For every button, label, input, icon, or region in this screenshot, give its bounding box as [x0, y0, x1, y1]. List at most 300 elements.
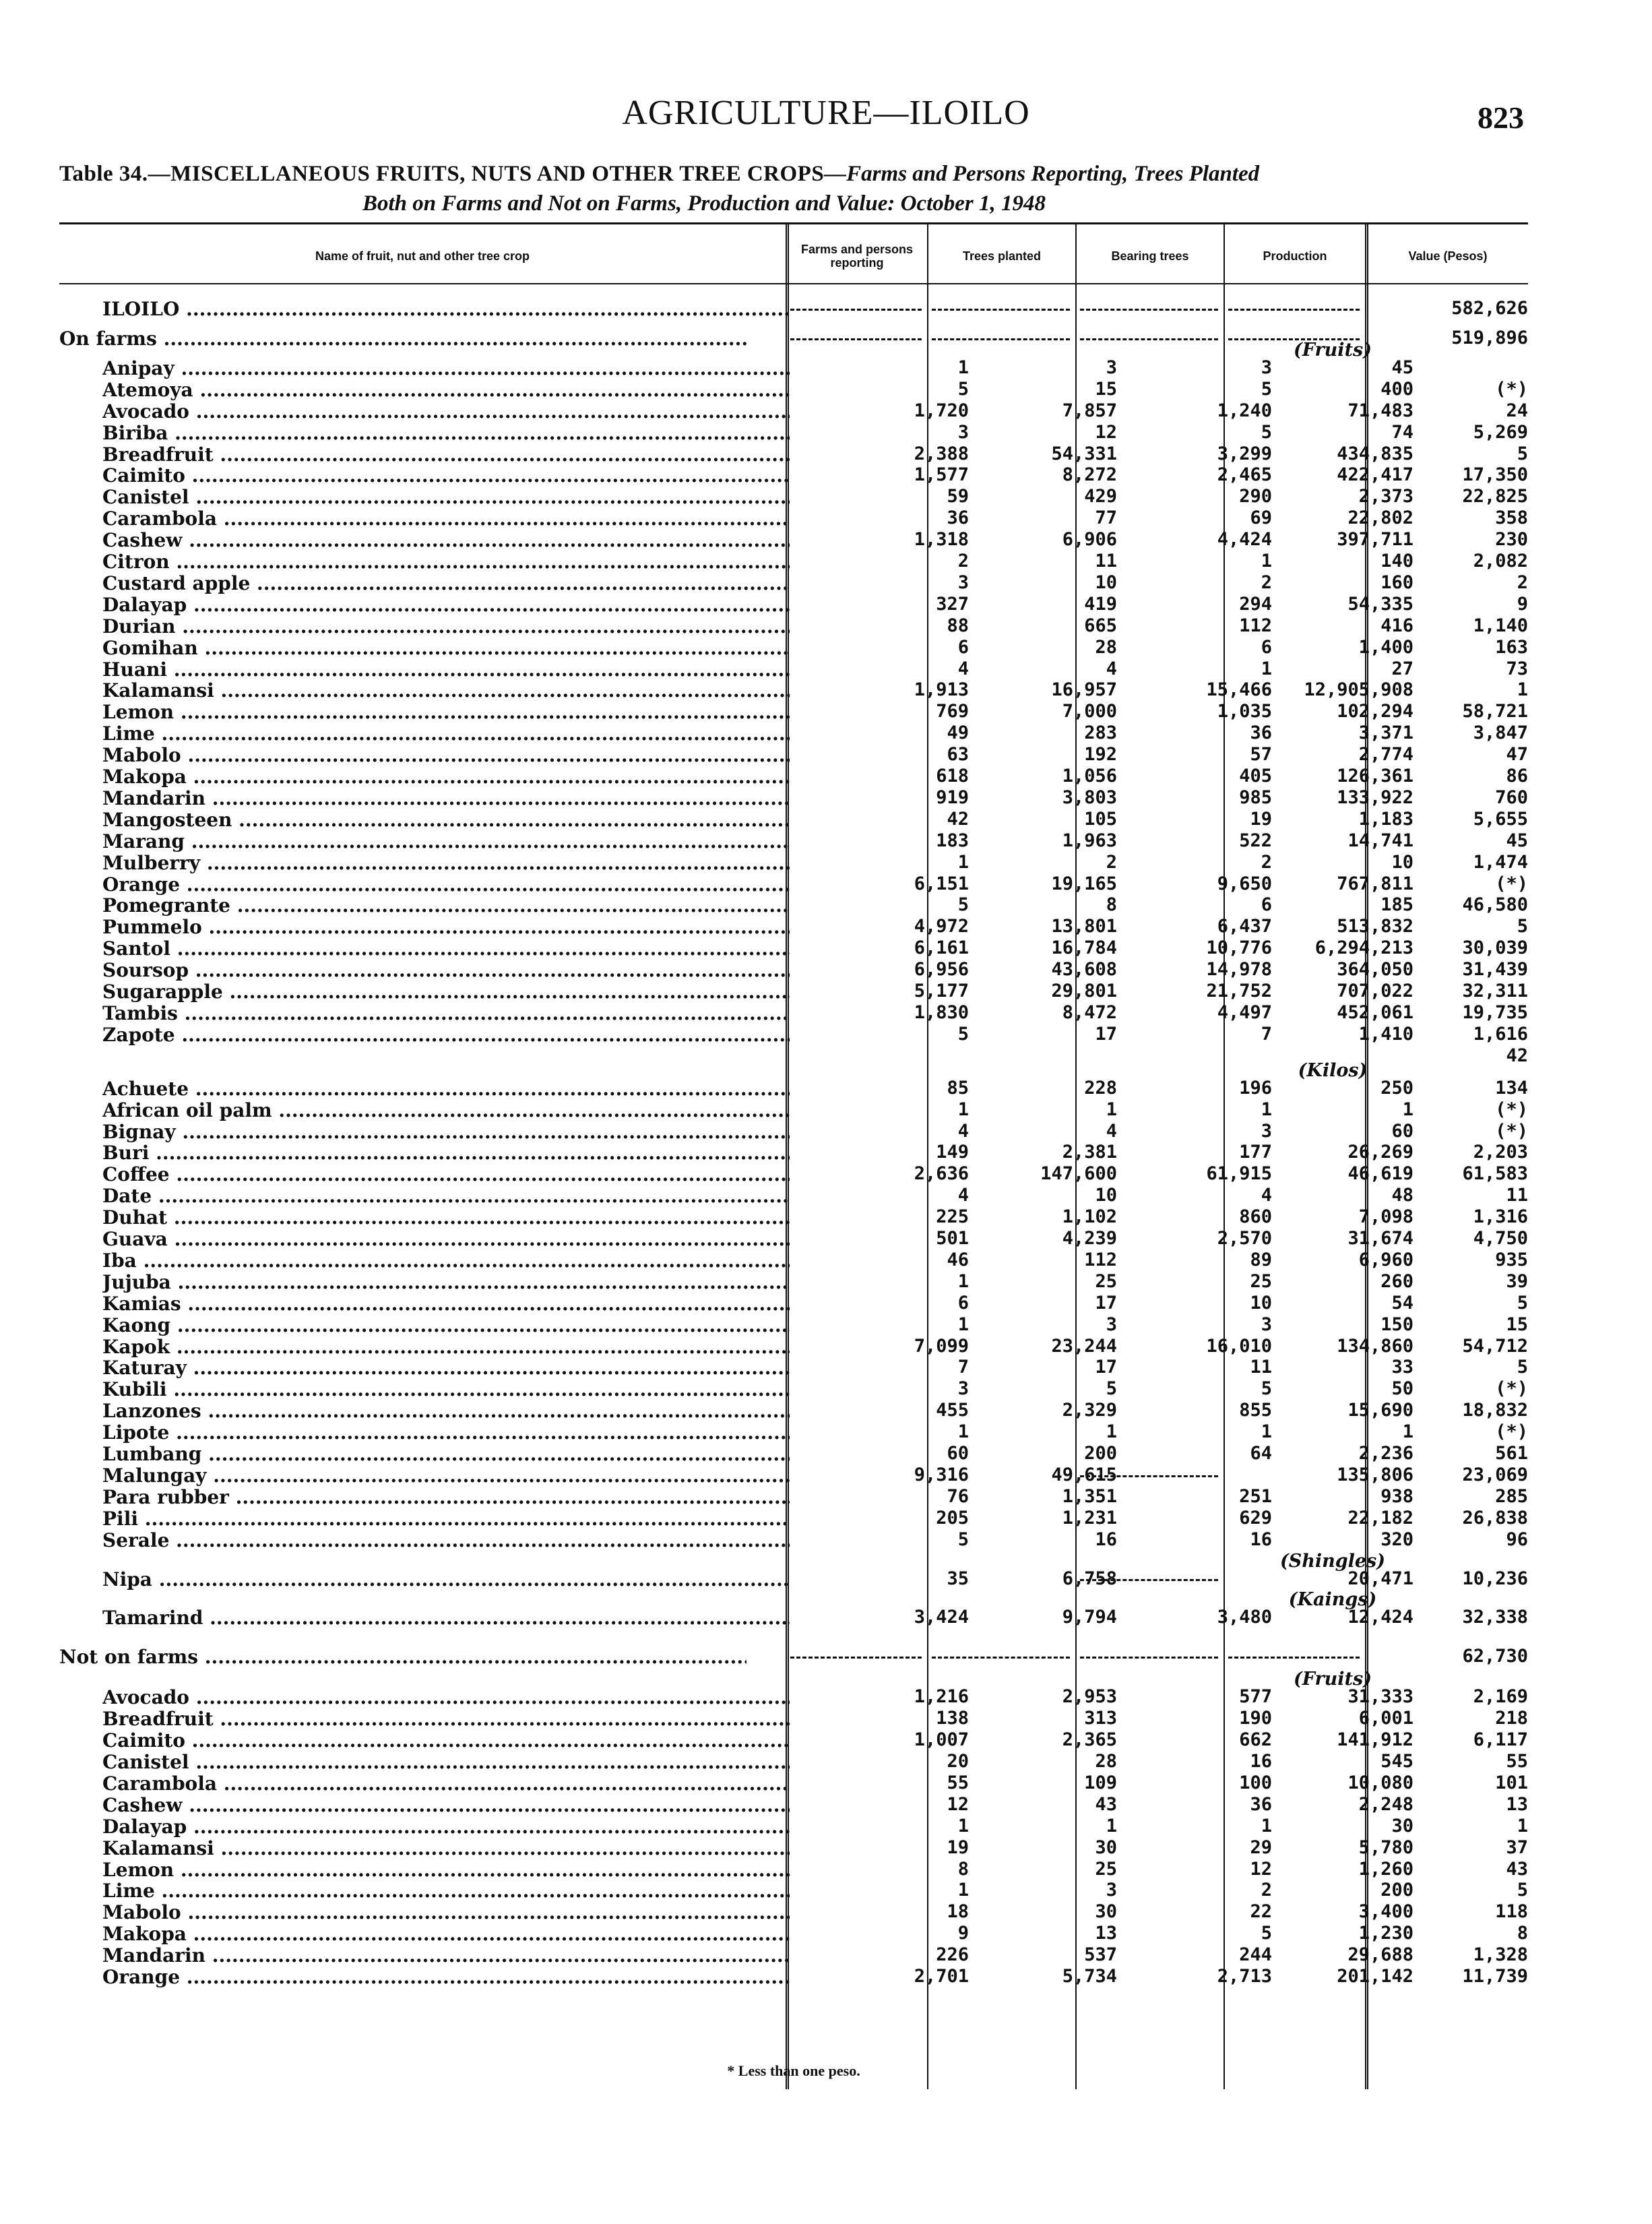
cell-value: (*) — [1495, 1099, 1528, 1120]
table-row — [59, 1142, 1528, 1163]
row-label: Cashew ..... — [102, 529, 790, 551]
cell-production: 6,294,213 — [1314, 937, 1413, 958]
cell-production: 60 — [1391, 1121, 1413, 1142]
cell-value: 58,721 — [1462, 701, 1528, 722]
cell-value: 5 — [1517, 1357, 1528, 1378]
cell-farms: 2,636 — [914, 1163, 969, 1184]
cell-planted: 13,801 — [1051, 916, 1117, 937]
unit-label: (Kilos) — [1298, 1060, 1368, 1081]
cell-planted: 1,102 — [1062, 1206, 1117, 1227]
row-label: Bignay ..... — [102, 1121, 790, 1143]
empty-cell-dash — [1080, 1475, 1218, 1477]
cell-farms: 6,151 — [914, 873, 969, 894]
cell-value: 2,169 — [1473, 1686, 1528, 1707]
table-row — [59, 1729, 1528, 1751]
cell-production: 14,741 — [1347, 830, 1413, 851]
cell-production: 5,780 — [1358, 1837, 1413, 1858]
cell-farms: 919 — [936, 787, 969, 808]
table-row — [59, 1669, 1528, 1708]
cell-farms: 1,216 — [914, 1686, 969, 1707]
row-label: Carambola ..... — [102, 507, 790, 530]
cell-planted: 3,803 — [1062, 787, 1117, 808]
table-row — [59, 1443, 1528, 1464]
table-row — [59, 830, 1528, 852]
cell-production: 135,806 — [1337, 1464, 1413, 1485]
table-row — [59, 615, 1528, 637]
cell-production: 452,061 — [1337, 1002, 1413, 1023]
cell-farms: 226 — [936, 1944, 969, 1965]
cell-value: 24 — [1506, 400, 1528, 421]
cell-value: 4,750 — [1473, 1228, 1528, 1249]
row-label: Para rubber ..... — [102, 1486, 790, 1508]
empty-cell-dash — [790, 338, 922, 340]
table-label: Table 34. — [59, 162, 148, 186]
row-label: Katuray ..... — [102, 1357, 790, 1379]
cell-bearing: 15,466 — [1206, 679, 1272, 700]
cell-planted: 9,794 — [1062, 1607, 1117, 1628]
cell-bearing: 1 — [1261, 551, 1272, 572]
cell-production: 6,001 — [1358, 1708, 1413, 1729]
cell-bearing: 19 — [1250, 809, 1272, 830]
row-label: Caimito ..... — [102, 1729, 790, 1752]
cell-production: 201,142 — [1337, 1966, 1413, 1987]
cell-production: 10 — [1391, 852, 1413, 873]
table-row — [59, 1751, 1528, 1772]
cell-bearing: 290 — [1239, 486, 1272, 507]
cell-value: (*) — [1495, 873, 1528, 894]
cell-bearing: 6 — [1261, 637, 1272, 658]
cell-value: 86 — [1506, 766, 1528, 786]
cell-bearing: 3,299 — [1217, 443, 1272, 464]
table-row — [59, 1163, 1528, 1185]
table-row — [59, 1708, 1528, 1729]
table-row — [59, 916, 1528, 937]
unit-label: (Kaings) — [1288, 1589, 1377, 1610]
cell-value: 47 — [1506, 744, 1528, 765]
cell-bearing: 16 — [1250, 1529, 1272, 1550]
cell-farms: 2 — [957, 551, 969, 572]
row-label: Carambola ..... — [102, 1772, 790, 1795]
table-row — [59, 1859, 1528, 1880]
cell-planted: 16,784 — [1051, 937, 1117, 958]
cell-production: 140 — [1380, 551, 1413, 572]
table-row — [59, 722, 1528, 744]
cell-planted: 2,365 — [1062, 1729, 1117, 1750]
cell-planted: 49,615 — [1051, 1464, 1117, 1485]
cell-farms: 1 — [957, 1099, 969, 1120]
cell-value: 96 — [1506, 1529, 1528, 1550]
cell-planted: 4,239 — [1062, 1228, 1117, 1249]
row-label: Not on farms ..... — [59, 1646, 746, 1668]
cell-value: (*) — [1495, 1378, 1528, 1399]
empty-cell-dash — [1228, 309, 1360, 311]
cell-farms: 20 — [947, 1751, 969, 1772]
cell-bearing: 177 — [1239, 1142, 1272, 1163]
cell-production: 33 — [1391, 1357, 1413, 1378]
table-row — [59, 486, 1528, 507]
table-row — [59, 1816, 1528, 1837]
cell-production: 134,860 — [1337, 1336, 1413, 1357]
cell-farms: 6 — [957, 1293, 969, 1314]
cell-farms: 5 — [957, 1529, 969, 1550]
empty-cell-dash — [932, 338, 1070, 340]
cell-value: 15 — [1506, 1314, 1528, 1335]
cell-planted: 429 — [1084, 486, 1117, 507]
table-row — [59, 594, 1528, 615]
cell-production: 12,424 — [1347, 1607, 1413, 1628]
cell-value: 101 — [1495, 1772, 1528, 1793]
cell-production: 26,269 — [1347, 1142, 1413, 1163]
table-row — [59, 1314, 1528, 1336]
cell-production: 422,417 — [1337, 464, 1413, 485]
cell-bearing: 36 — [1250, 1794, 1272, 1815]
cell-bearing: 5 — [1261, 379, 1272, 400]
table-row — [59, 1589, 1528, 1629]
cell-bearing: 16 — [1250, 1751, 1272, 1772]
cell-planted: 8 — [1106, 894, 1117, 915]
table-row — [59, 422, 1528, 443]
row-label: Huani ..... — [102, 658, 790, 681]
cell-planted: 2,329 — [1062, 1400, 1117, 1421]
cell-bearing: 36 — [1250, 722, 1272, 743]
cell-value: 5 — [1517, 1880, 1528, 1901]
cell-planted: 419 — [1084, 594, 1117, 615]
cell-value: 5 — [1517, 916, 1528, 937]
cell-bearing: 3 — [1261, 357, 1272, 378]
cell-bearing: 61,915 — [1206, 1163, 1272, 1184]
row-label: Soursop ..... — [102, 959, 790, 981]
table-row — [59, 1249, 1528, 1271]
row-label: Lemon ..... — [102, 701, 790, 723]
cell-farms: 1,913 — [914, 679, 969, 700]
cell-production: 767,811 — [1337, 873, 1413, 894]
col-value-header: Value (Pesos) — [1408, 249, 1488, 263]
cell-bearing: 251 — [1239, 1486, 1272, 1507]
table-row — [59, 701, 1528, 722]
cell-planted: 1 — [1106, 1421, 1117, 1442]
cell-value: 2 — [1517, 572, 1528, 593]
cell-bearing: 69 — [1250, 507, 1272, 528]
row-label: Custard apple ..... — [102, 572, 790, 594]
cell-value: 561 — [1495, 1443, 1528, 1464]
cell-bearing: 89 — [1250, 1249, 1272, 1270]
cell-planted: 29,801 — [1051, 981, 1117, 1001]
cell-planted: 283 — [1084, 722, 1117, 743]
cell-value: 760 — [1495, 787, 1528, 808]
cell-bearing: 6,437 — [1217, 916, 1272, 937]
table-row — [59, 551, 1528, 572]
table-row — [59, 1421, 1528, 1443]
cell-production: 397,711 — [1337, 529, 1413, 550]
cell-value: 285 — [1495, 1486, 1528, 1507]
cell-farms: 3,424 — [914, 1607, 969, 1628]
cell-value: 42 — [1506, 1045, 1528, 1066]
cell-production: 2,236 — [1358, 1443, 1413, 1464]
cell-value: 1 — [1517, 679, 1528, 700]
row-label: Pomegrante ..... — [102, 894, 790, 917]
cell-bearing: 57 — [1250, 744, 1272, 765]
data-table — [59, 216, 1528, 2089]
cell-planted: 10 — [1095, 572, 1117, 593]
cell-bearing: 64 — [1250, 1443, 1272, 1464]
cell-value: 2,082 — [1473, 551, 1528, 572]
header-rule — [59, 283, 1528, 284]
row-label: Kalamansi ..... — [102, 679, 790, 702]
table-row — [59, 464, 1528, 486]
cell-planted: 1,351 — [1062, 1486, 1117, 1507]
row-label: Gomihan ..... — [102, 637, 790, 659]
cell-farms: 6,956 — [914, 959, 969, 980]
cell-production: 3,371 — [1358, 722, 1413, 743]
cell-production: 250 — [1380, 1078, 1413, 1099]
table-row — [59, 1121, 1528, 1142]
cell-value: 519,896 — [1451, 328, 1528, 348]
table-row — [59, 1357, 1528, 1378]
cell-farms: 327 — [936, 594, 969, 615]
col-planted-header: Trees planted — [962, 249, 1042, 263]
cell-farms: 225 — [936, 1206, 969, 1227]
cell-bearing: 2,713 — [1217, 1966, 1272, 1987]
table-row — [59, 809, 1528, 830]
cell-production: 48 — [1391, 1185, 1413, 1206]
table-row — [59, 744, 1528, 766]
cell-planted: 1,963 — [1062, 830, 1117, 851]
row-label: Avocado ..... — [102, 1686, 790, 1708]
cell-planted: 2,953 — [1062, 1686, 1117, 1707]
col-farms-header: Farms and persons reporting — [800, 243, 914, 270]
cell-bearing: 10,776 — [1206, 937, 1272, 958]
cell-farms: 1,577 — [914, 464, 969, 485]
empty-cell-dash — [1080, 338, 1218, 340]
cell-value: 11,739 — [1462, 1966, 1528, 1987]
cell-bearing: 16,010 — [1206, 1336, 1272, 1357]
cell-value: 55 — [1506, 1751, 1528, 1772]
cell-bearing: 4 — [1261, 1185, 1272, 1206]
empty-cell-dash — [1080, 309, 1218, 311]
cell-farms: 8 — [957, 1859, 969, 1880]
cell-production: 6,960 — [1358, 1249, 1413, 1270]
cell-farms: 183 — [936, 830, 969, 851]
cell-planted: 109 — [1084, 1772, 1117, 1793]
row-label: Santol ..... — [102, 937, 790, 960]
cell-farms: 1 — [957, 1880, 969, 1901]
row-label: Mabolo ..... — [102, 744, 790, 766]
cell-farms: 2,701 — [914, 1966, 969, 1987]
cell-production: 46,619 — [1347, 1163, 1413, 1184]
cell-planted: 19,165 — [1051, 873, 1117, 894]
table-row — [59, 340, 1528, 379]
cell-bearing: 3,480 — [1217, 1607, 1272, 1628]
cell-value: 1,616 — [1473, 1024, 1528, 1045]
cell-planted: 228 — [1084, 1078, 1117, 1099]
cell-bearing: 12 — [1250, 1859, 1272, 1880]
cell-bearing: 1 — [1261, 1816, 1272, 1836]
cell-bearing: 522 — [1239, 830, 1272, 851]
cell-farms: 149 — [936, 1142, 969, 1163]
cell-value: 32,311 — [1462, 981, 1528, 1001]
cell-bearing: 5 — [1261, 422, 1272, 443]
row-label: Breadfruit ..... — [102, 1708, 790, 1730]
row-label: Lime ..... — [102, 1880, 790, 1902]
table-row — [59, 1099, 1528, 1121]
cell-planted: 8,472 — [1062, 1002, 1117, 1023]
cell-bearing: 1,240 — [1217, 400, 1272, 421]
cell-value: 43 — [1506, 1859, 1528, 1880]
row-label: Canistel ..... — [102, 486, 790, 508]
cell-production: 54,335 — [1347, 594, 1413, 615]
cell-planted: 16,957 — [1051, 679, 1117, 700]
cell-bearing: 1,035 — [1217, 701, 1272, 722]
row-label: Serale ..... — [102, 1529, 790, 1551]
cell-bearing: 5 — [1261, 1923, 1272, 1944]
cell-production: 22,802 — [1347, 507, 1413, 528]
cell-planted: 30 — [1095, 1837, 1117, 1858]
row-label: Achuete ..... — [102, 1078, 790, 1100]
row-label: Anipay ..... — [102, 357, 790, 379]
table-subtitle-b: Both on Farms and Not on Farms, Production and Value: October 1, 1948 — [362, 191, 1046, 216]
cell-value: 3,847 — [1473, 722, 1528, 743]
cell-planted: 43,608 — [1051, 959, 1117, 980]
cell-planted: 17 — [1095, 1293, 1117, 1314]
cell-planted: 665 — [1084, 615, 1117, 636]
row-label: Breadfruit ..... — [102, 443, 790, 466]
row-label: Kamias ..... — [102, 1293, 790, 1315]
cell-bearing: 29 — [1250, 1837, 1272, 1858]
table-row — [59, 298, 1528, 319]
cell-farms: 1,007 — [914, 1729, 969, 1750]
cell-production: 513,832 — [1337, 916, 1413, 937]
cell-bearing: 2 — [1261, 572, 1272, 593]
row-label: Pummelo ..... — [102, 916, 790, 938]
cell-production: 7,098 — [1358, 1206, 1413, 1227]
cell-value: (*) — [1495, 1421, 1528, 1442]
cell-value: 935 — [1495, 1249, 1528, 1270]
table-row — [59, 1837, 1528, 1859]
cell-farms: 35 — [947, 1568, 969, 1589]
cell-bearing: 14,978 — [1206, 959, 1272, 980]
cell-bearing: 4,497 — [1217, 1002, 1272, 1023]
cell-planted: 43 — [1095, 1794, 1117, 1815]
row-label: Sugarapple ..... — [102, 981, 790, 1003]
cell-farms: 76 — [947, 1486, 969, 1507]
page-number: 823 — [1478, 100, 1524, 135]
cell-value: 11 — [1506, 1185, 1528, 1206]
cell-bearing: 985 — [1239, 787, 1272, 808]
cell-planted: 54,331 — [1051, 443, 1117, 464]
cell-value: (*) — [1495, 379, 1528, 400]
cell-planted: 7,857 — [1062, 400, 1117, 421]
cell-value: 118 — [1495, 1901, 1528, 1922]
table-row — [59, 1966, 1528, 1987]
cell-production: 2,373 — [1358, 486, 1413, 507]
table-row — [59, 1508, 1528, 1529]
cell-value: 1 — [1517, 1816, 1528, 1836]
cell-planted: 4 — [1106, 1121, 1117, 1142]
cell-production: 45 — [1391, 357, 1413, 378]
cell-planted: 4 — [1106, 658, 1117, 679]
cell-value: 6,117 — [1473, 1729, 1528, 1750]
cell-planted: 28 — [1095, 1751, 1117, 1772]
empty-cell-dash — [932, 1657, 1070, 1659]
cell-bearing: 1 — [1261, 658, 1272, 679]
cell-planted: 3 — [1106, 1880, 1117, 1901]
cell-bearing: 3 — [1261, 1121, 1272, 1142]
cell-value: 10,236 — [1462, 1568, 1528, 1589]
row-label: Mangosteen ..... — [102, 809, 790, 831]
cell-planted: 30 — [1095, 1901, 1117, 1922]
cell-value: 22,825 — [1462, 486, 1528, 507]
cell-bearing: 405 — [1239, 766, 1272, 786]
row-label: Lanzones ..... — [102, 1400, 790, 1422]
table-row — [59, 1400, 1528, 1421]
cell-planted: 6,758 — [1062, 1568, 1117, 1589]
cell-production: 1,183 — [1358, 809, 1413, 830]
cell-farms: 19 — [947, 1837, 969, 1858]
cell-production: 160 — [1380, 572, 1413, 593]
row-label: Lemon ..... — [102, 1859, 790, 1881]
cell-farms: 88 — [947, 615, 969, 636]
cell-production: 1,260 — [1358, 1859, 1413, 1880]
cell-farms: 49 — [947, 722, 969, 743]
row-label: Tamarind ..... — [102, 1607, 790, 1629]
col-name-header: Name of fruit, nut and other tree crop — [315, 249, 530, 263]
cell-bearing: 11 — [1250, 1357, 1272, 1378]
table-row — [59, 529, 1528, 551]
cell-planted: 112 — [1084, 1249, 1117, 1270]
row-label: Atemoya ..... — [102, 379, 790, 401]
cell-farms: 2,388 — [914, 443, 969, 464]
cell-bearing: 855 — [1239, 1400, 1272, 1421]
row-label: Guava ..... — [102, 1228, 790, 1250]
cell-farms: 6 — [957, 637, 969, 658]
cell-value: 39 — [1506, 1271, 1528, 1292]
row-label: Makopa ..... — [102, 1923, 790, 1945]
cell-planted: 16 — [1095, 1529, 1117, 1550]
cell-production: 29,688 — [1347, 1944, 1413, 1965]
cell-value: 1,328 — [1473, 1944, 1528, 1965]
table-row — [59, 443, 1528, 465]
cell-production: 71,483 — [1347, 400, 1413, 421]
cell-value: 1,474 — [1473, 852, 1528, 873]
table-subtitle-a: —Farms and Persons Reporting, Trees Planted — [824, 162, 1260, 186]
row-label: Date ..... — [102, 1185, 790, 1207]
cell-farms: 5,177 — [914, 981, 969, 1001]
cell-production: 74 — [1391, 422, 1413, 443]
cell-bearing: 1 — [1261, 1099, 1272, 1120]
cell-farms: 3 — [957, 422, 969, 443]
table-row — [59, 1794, 1528, 1816]
cell-farms: 1,830 — [914, 1002, 969, 1023]
row-label: Dalayap ..... — [102, 594, 790, 616]
table-row — [59, 937, 1528, 959]
cell-value: 134 — [1495, 1078, 1528, 1099]
cell-farms: 455 — [936, 1400, 969, 1421]
cell-value: 31,439 — [1462, 959, 1528, 980]
empty-cell-dash — [790, 1657, 922, 1659]
cell-production: 15,690 — [1347, 1400, 1413, 1421]
cell-production: 707,022 — [1337, 981, 1413, 1001]
cell-bearing: 112 — [1239, 615, 1272, 636]
cell-bearing: 244 — [1239, 1944, 1272, 1965]
row-label: Mulberry ..... — [102, 852, 790, 874]
cell-farms: 63 — [947, 744, 969, 765]
cell-value: 61,583 — [1462, 1163, 1528, 1184]
cell-farms: 60 — [947, 1443, 969, 1464]
cell-production: 31,333 — [1347, 1686, 1413, 1707]
cell-value: 2,203 — [1473, 1142, 1528, 1163]
cell-bearing: 10 — [1250, 1293, 1272, 1314]
cell-planted: 1,056 — [1062, 766, 1117, 786]
